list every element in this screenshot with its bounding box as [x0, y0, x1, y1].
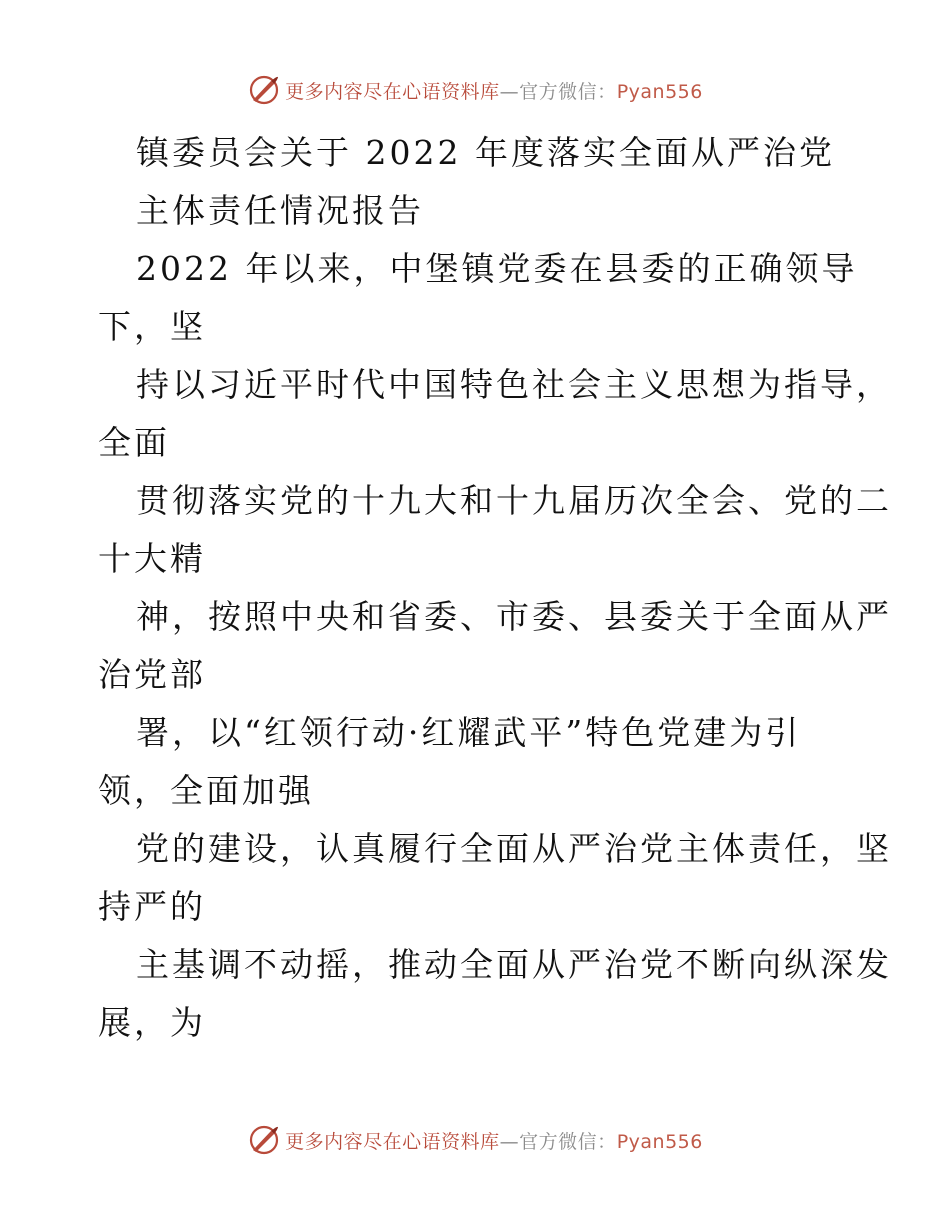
- quill-logo-icon: [247, 73, 281, 107]
- banner-text: [285, 77, 703, 104]
- paragraph-line: 展，为: [98, 1003, 206, 1042]
- footer-banner: [0, 1120, 950, 1160]
- paragraph-line: 神，按照中央和省委、市委、县委关于全面从严: [136, 597, 892, 636]
- paragraph-line: 领，全面加强: [98, 771, 314, 810]
- paragraph-line: 贯彻落实党的十九大和十九届历次全会、党的二: [136, 481, 892, 520]
- paragraph-line: 党的建设，认真履行全面从严治党主体责任，坚: [136, 829, 892, 868]
- quill-logo-icon: [247, 1123, 281, 1157]
- banner-text: [285, 1127, 703, 1154]
- banner-wechat-handle: Pyan556: [616, 1130, 703, 1153]
- header-banner: [0, 70, 950, 110]
- paragraph-line: 2022 年以来，中堡镇党委在县委的正确领导: [136, 249, 858, 288]
- paragraph-line: 持以习近平时代中国特色社会主义思想为指导，: [136, 365, 892, 404]
- paragraph-line: 下，坚: [98, 307, 206, 346]
- document-title-line: 镇委员会关于 2022 年度落实全面从严治党: [136, 133, 835, 172]
- paragraph-line: 治党部: [98, 655, 206, 694]
- document-title-line: 主体责任情况报告: [136, 191, 424, 230]
- paragraph-line: 全面: [98, 423, 170, 462]
- paragraph-line: 持严的: [98, 887, 206, 926]
- banner-wechat-handle: Pyan556: [616, 80, 703, 103]
- banner-dash: —: [499, 80, 520, 103]
- banner-wechat-label: 官方微信：: [519, 80, 617, 103]
- paragraph-line: 十大精: [98, 539, 206, 578]
- paragraph-line: 署，以“红领行动·红耀武平”特色党建为引: [136, 713, 802, 752]
- banner-dash: —: [499, 1130, 520, 1153]
- paragraph-line: 主基调不动摇，推动全面从严治党不断向纵深发: [136, 945, 892, 984]
- banner-site-text: 更多内容尽在心语资料库: [285, 80, 500, 103]
- document-body: [0, 124, 950, 1052]
- banner-wechat-label: 官方微信：: [519, 1130, 617, 1153]
- banner-site-text: 更多内容尽在心语资料库: [285, 1130, 500, 1153]
